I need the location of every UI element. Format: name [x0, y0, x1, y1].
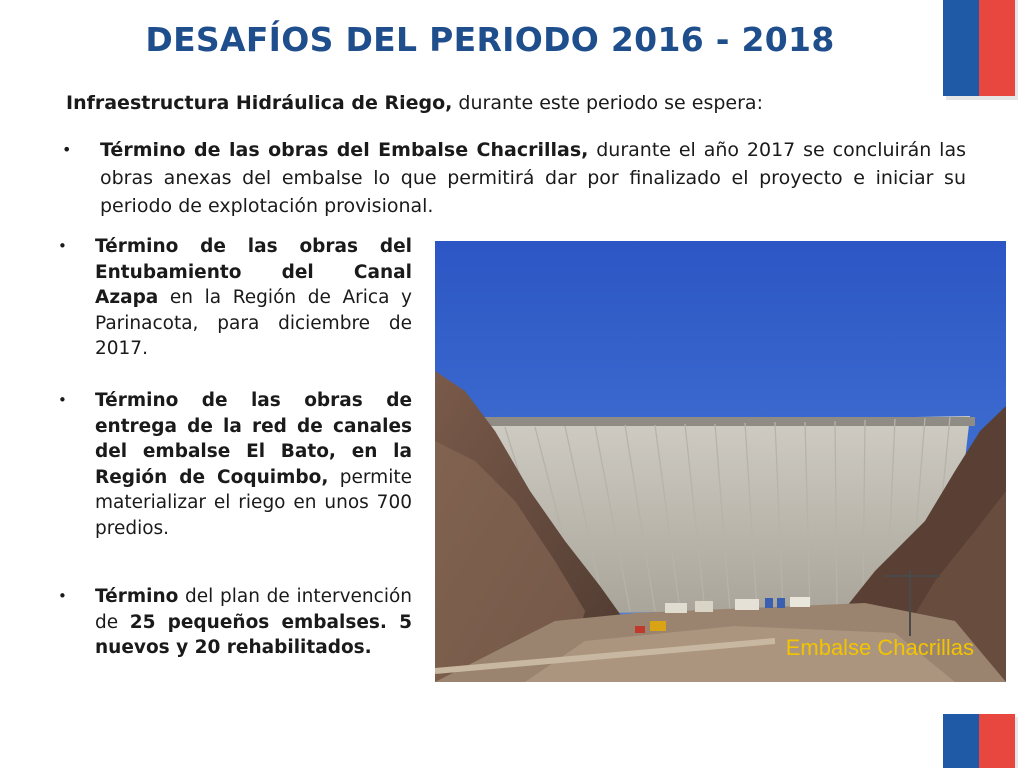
bullet-text: [95, 388, 412, 541]
bullet-rest: en la Región de Arica y Parinacota, para diciembre de 2017.: [95, 287, 412, 359]
bullet-icon: •: [58, 587, 67, 605]
flag-red-stripe: [979, 0, 1015, 96]
bullet-bold: Término: [95, 586, 179, 607]
bullet-icon: •: [62, 140, 72, 159]
intro-bold: Infraestructura Hidráulica de Riego,: [66, 92, 453, 114]
bullet-bold: Término de las obras de entrega de la red de canales del embalse El Bato, en la Región de Coquimbo,: [95, 390, 412, 488]
photo-caption: Embalse Chacrillas: [785, 635, 974, 660]
bullet-item-chacrillas: [60, 136, 966, 220]
dam-crest: [447, 417, 975, 426]
bullet-icon: •: [58, 391, 67, 409]
bullet-icon: •: [58, 237, 67, 255]
bullet-text: [95, 234, 412, 362]
bullet-text: [100, 136, 966, 220]
dam-photo: [435, 241, 1006, 682]
flag-stripe-bottom: [943, 714, 1015, 768]
flag-red-stripe: [979, 714, 1015, 768]
flag-blue-stripe: [943, 714, 979, 768]
bullet-bold: Término de las obras del Entubamiento del Canal Azapa: [95, 236, 412, 308]
bullet-mid: del plan de intervención de: [95, 586, 412, 633]
page-title: DESAFÍOS DEL PERIODO 2016 - 2018: [145, 20, 835, 59]
bullet-rest: durante el año 2017 se concluirán las obras anexas del embalse lo que permitirá dar por finalizado el proyecto e iniciar su periodo de explotación provisional.: [100, 139, 966, 217]
bullet-text: [95, 584, 412, 661]
bullet-bold-2: 25 pequeños embalses. 5 nuevos y 20 rehabilitados.: [95, 611, 412, 658]
bullet-bold: Término de las obras del Embalse Chacrillas,: [100, 139, 589, 161]
intro-text: [66, 92, 936, 114]
bullet-item-pequenos-embalses: [56, 584, 412, 661]
intro-rest: durante este periodo se espera:: [452, 92, 763, 114]
bullet-item-azapa: [56, 234, 412, 362]
bullet-rest: permite materializar el riego en unos 700 predios.: [95, 466, 412, 539]
bullet-item-el-bato: [56, 388, 412, 541]
dam-illustration: [435, 241, 1006, 682]
